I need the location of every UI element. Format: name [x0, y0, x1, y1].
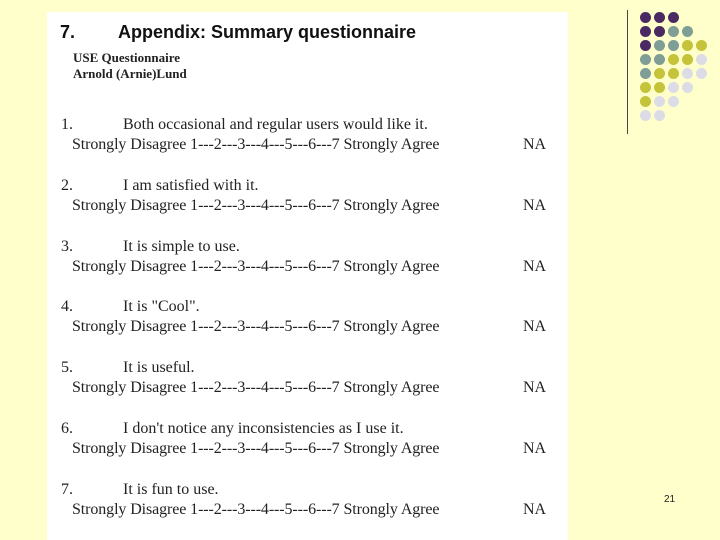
- rating-scale: Strongly Disagree 1---2---3---4---5---6---7 Strongly Agree: [72, 136, 440, 153]
- na-option: NA: [523, 440, 547, 457]
- decor-dot: [654, 96, 665, 107]
- question-number: 1.: [61, 116, 73, 133]
- na-option: NA: [523, 318, 547, 335]
- decor-dot: [654, 110, 665, 121]
- question-number: 5.: [61, 359, 73, 376]
- decor-dot: [696, 68, 707, 79]
- decor-dot: [640, 40, 651, 51]
- question-item: [47, 177, 568, 229]
- rating-scale: Strongly Disagree 1---2---3---4---5---6---7 Strongly Agree: [72, 318, 440, 335]
- decor-dot: [668, 54, 679, 65]
- questionnaire-author: Arnold (Arnie)Lund: [73, 66, 187, 81]
- rating-scale: Strongly Disagree 1---2---3---4---5---6---7 Strongly Agree: [72, 258, 440, 275]
- question-text: I don't notice any inconsistencies as I use it.: [123, 420, 404, 437]
- questionnaire-name: USE Questionnaire: [73, 50, 181, 65]
- decor-dot: [640, 82, 651, 93]
- decor-dot: [640, 110, 651, 121]
- page-number: 21: [664, 494, 676, 505]
- decor-dot: [654, 26, 665, 37]
- decor-dot: [668, 96, 679, 107]
- decor-dot: [640, 26, 651, 37]
- decor-dot: [682, 40, 693, 51]
- rating-scale: Strongly Disagree 1---2---3---4---5---6---7 Strongly Agree: [72, 440, 440, 457]
- question-item: [47, 420, 568, 472]
- question-number: 6.: [61, 420, 73, 437]
- question-text: I am satisfied with it.: [123, 177, 259, 194]
- section-number: 7.: [60, 22, 76, 42]
- decor-dot: [668, 26, 679, 37]
- decor-dot: [682, 54, 693, 65]
- question-item: [47, 481, 568, 533]
- rating-scale: Strongly Disagree 1---2---3---4---5---6---7 Strongly Agree: [72, 501, 440, 518]
- question-text: It is "Cool".: [123, 298, 200, 315]
- decor-dot: [654, 12, 665, 23]
- na-option: NA: [523, 258, 547, 275]
- decor-dot: [640, 68, 651, 79]
- section-title: Appendix: Summary questionnaire: [118, 22, 417, 42]
- na-option: NA: [523, 501, 547, 518]
- decor-dot: [696, 54, 707, 65]
- na-option: NA: [523, 379, 547, 396]
- rating-scale: Strongly Disagree 1---2---3---4---5---6---7 Strongly Agree: [72, 379, 440, 396]
- question-text: It is simple to use.: [123, 238, 240, 255]
- question-text: It is fun to use.: [123, 481, 219, 498]
- rating-scale: Strongly Disagree 1---2---3---4---5---6---7 Strongly Agree: [72, 197, 440, 214]
- decor-dot: [668, 82, 679, 93]
- decor-dot: [682, 68, 693, 79]
- na-option: NA: [523, 197, 547, 214]
- question-text: It is useful.: [123, 359, 195, 376]
- decor-dot: [654, 54, 665, 65]
- decor-dot: [640, 54, 651, 65]
- decor-dot: [654, 68, 665, 79]
- question-item: [47, 238, 568, 290]
- question-number: 7.: [61, 481, 73, 498]
- question-number: 4.: [61, 298, 73, 315]
- question-number: 2.: [61, 177, 73, 194]
- question-item: [47, 298, 568, 350]
- decor-dot: [668, 12, 679, 23]
- dot-grid-decoration: [626, 10, 710, 134]
- decor-dot: [668, 40, 679, 51]
- decor-dot: [668, 68, 679, 79]
- question-number: 3.: [61, 238, 73, 255]
- question-text: Both occasional and regular users would like it.: [123, 116, 428, 133]
- decor-dot: [640, 96, 651, 107]
- question-item: [47, 359, 568, 411]
- question-item: [47, 116, 568, 168]
- decor-dot: [640, 12, 651, 23]
- decor-dot: [654, 82, 665, 93]
- decor-dot: [682, 82, 693, 93]
- page-title: [60, 22, 416, 43]
- decor-dot: [682, 26, 693, 37]
- na-option: NA: [523, 136, 547, 153]
- decor-dot: [654, 40, 665, 51]
- decor-dot: [696, 40, 707, 51]
- document-page: [47, 12, 568, 540]
